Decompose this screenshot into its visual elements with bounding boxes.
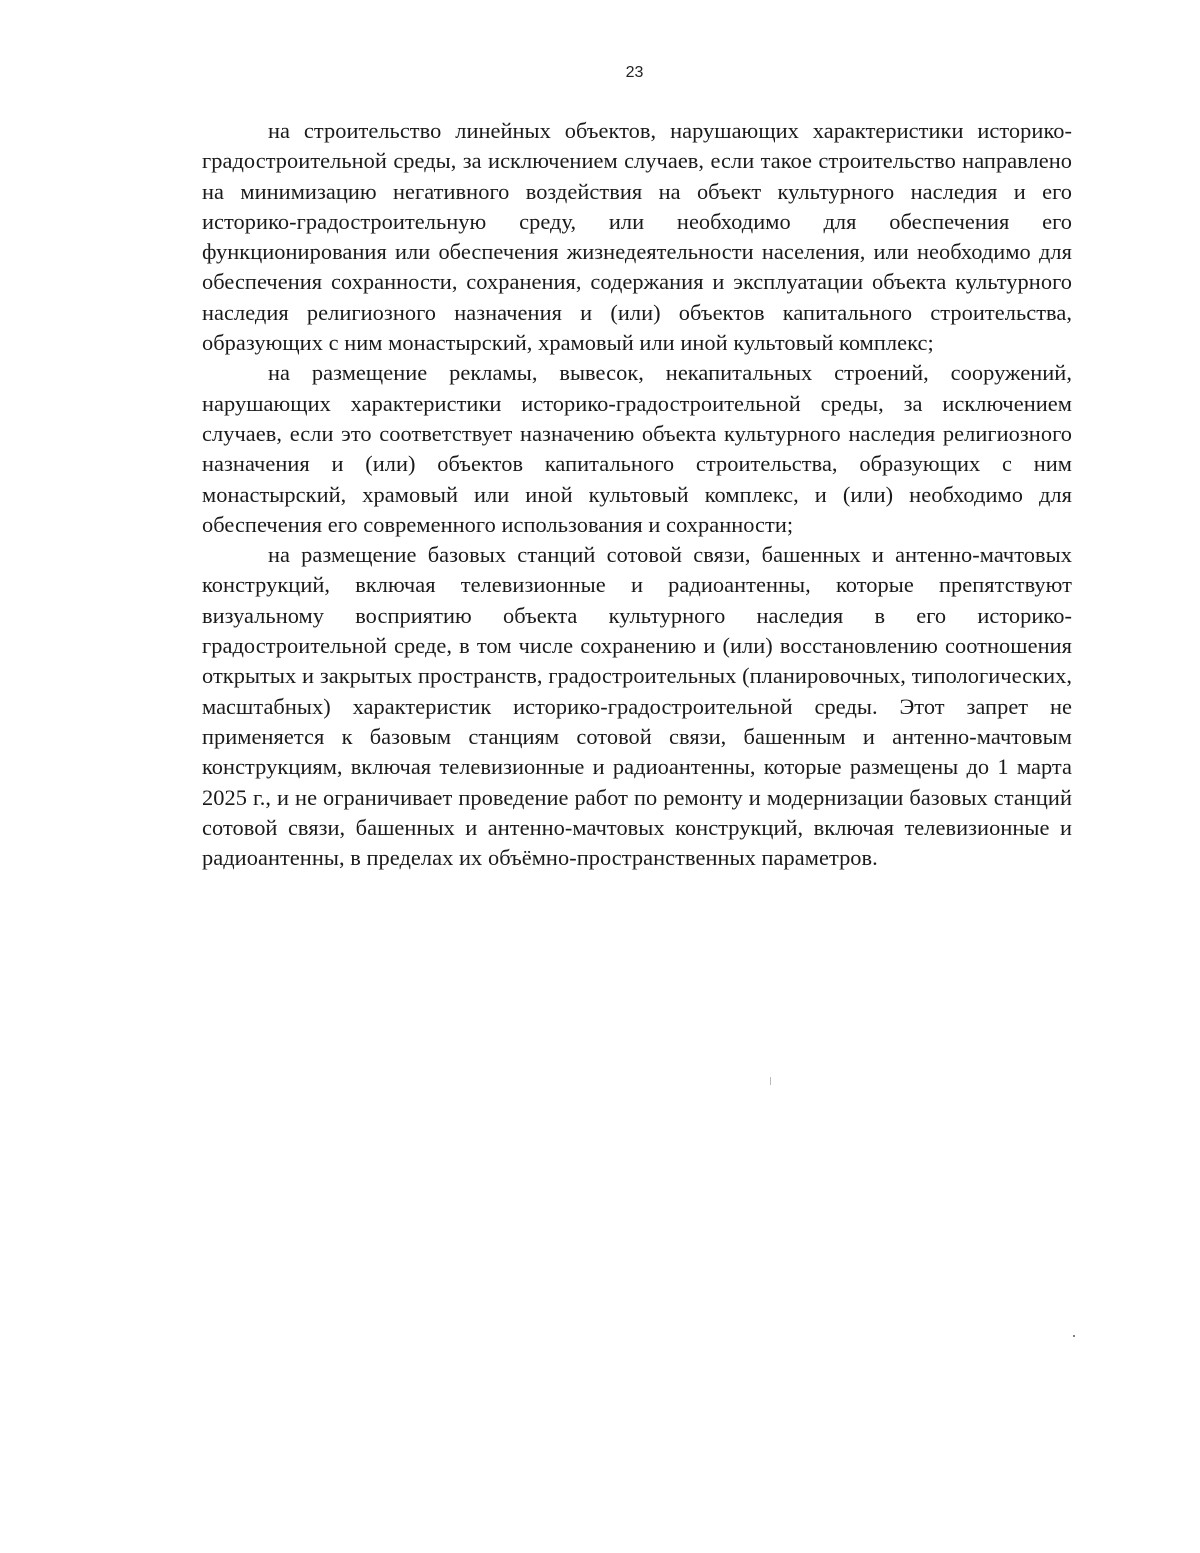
- paragraph-advertising: на размещение рекламы, вывесок, некапитальных строений, сооружений, нарушающих характеристики историко-градостроительной среды, за исключением случаев, если это соответствует назначению объекта культурного наследия религиозного назначения и (или) объектов капитального строительства, образующих с ним монастырский, храмовый или иной культовый комплекс, и (или) необходимо для обеспечения его современного использования и сохранности;: [202, 360, 1072, 537]
- paragraph-linear-objects: на строительство линейных объектов, нарушающих характеристики историко-градостроительной среды, за исключением случаев, если такое строительство направлено на минимизацию негативного воздействия на объект культурного наследия и его историко-градостроительную среду, или необходимо для обеспечения его функционирования или обеспечения жизнедеятельности населения, или необходимо для обеспечения сохранности, сохранения, содержания и эксплуатации объекта культурного наследия религиозного назначения и (или) объектов капитального строительства, образующих с ним монастырский, храмовый или иной культовый комплекс;: [202, 118, 1072, 356]
- page-number: 23: [625, 64, 644, 81]
- scan-artifact: [770, 1077, 771, 1085]
- scan-artifact: [1073, 1335, 1075, 1337]
- document-body: [202, 116, 1072, 873]
- paragraph-base-stations: на размещение базовых станций сотовой связи, башенных и антенно-мачтовых конструкций, включая телевизионные и радиоантенны, которые препятствуют визуальному восприятию объекта культурного наследия в его историко-градостроительной среде, в том числе сохранению и (или) восстановлению соотношения открытых и закрытых пространств, градостроительных (планировочных, типологических, масштабных) характеристик историко-градостроительной среды. Этот запрет не применяется к базовым станциям сотовой связи, башенным и антенно-мачтовым конструкциям, включая телевизионные и радиоантенны, которые размещены до 1 марта 2025 г., и не ограничивает проведение работ по ремонту и модернизации базовых станций сотовой связи, башенных и антенно-мачтовых конструкций, включая телевизионные и радиоантенны, в пределах их объёмно-пространственных параметров.: [202, 542, 1072, 871]
